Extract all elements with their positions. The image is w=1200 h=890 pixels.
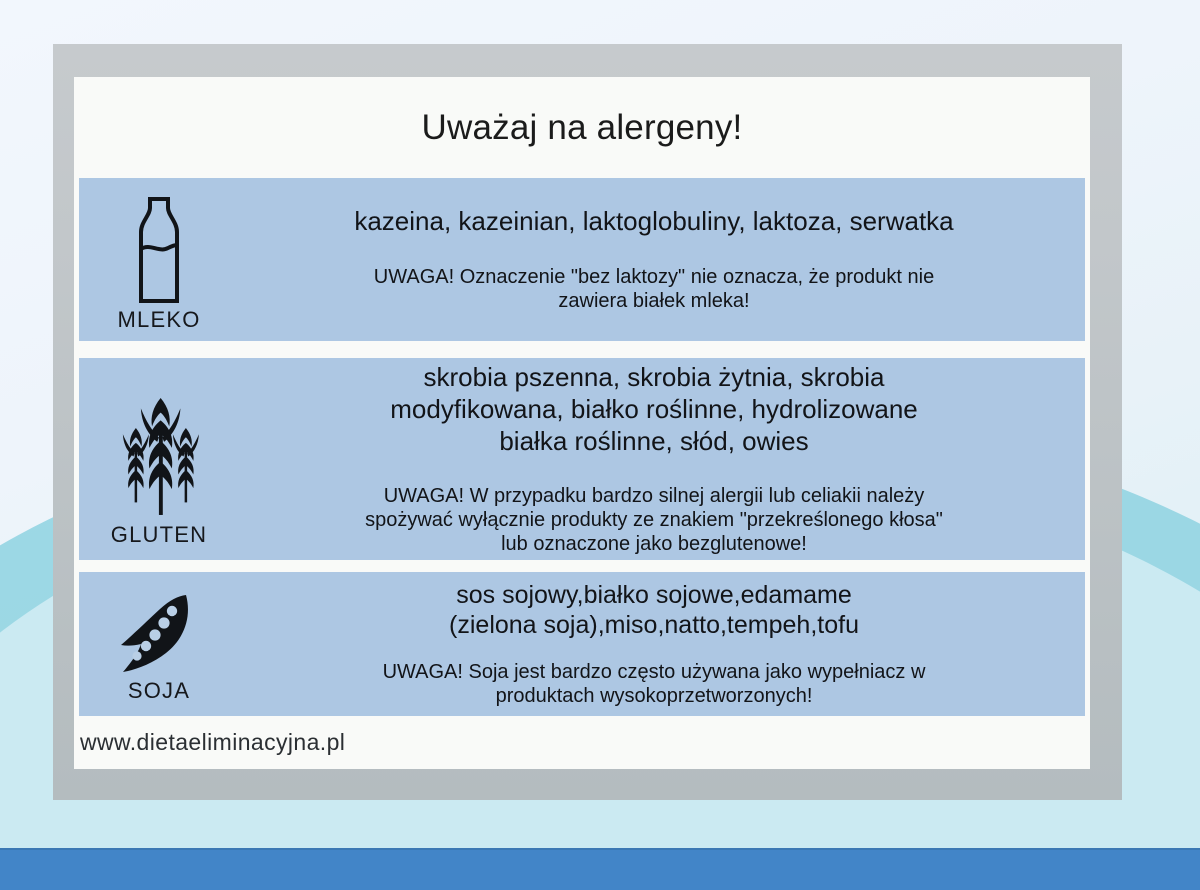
wheat-ears-icon — [107, 392, 211, 522]
bottom-accent-bar — [0, 848, 1200, 890]
allergen-note-gluten-line2: spożywać wyłącznie produkty ze znakiem "przekreślonego kłosa" — [365, 508, 943, 531]
allergen-ingredients-milk: kazeina, kazeinian, laktoglobuliny, laktoza, serwatka — [354, 205, 954, 236]
allergen-ingredients-gluten-line1: skrobia pszenna, skrobia żytnia, skrobia — [423, 362, 885, 393]
allergen-ingredients-gluten — [390, 362, 918, 457]
allergen-text-cell-milk — [239, 178, 1085, 341]
milk-bottle-icon — [128, 195, 190, 307]
allergen-note-gluten — [365, 484, 943, 556]
allergen-note-milk — [374, 265, 934, 313]
allergen-row-gluten — [79, 358, 1085, 560]
allergen-note-milk-line1: UWAGA! Oznaczenie "bez laktozy" nie oznacza, że produkt nie — [373, 266, 935, 289]
allergen-text-cell-gluten — [239, 358, 1085, 560]
allergen-row-milk — [79, 178, 1085, 341]
allergen-icon-cell-milk — [79, 178, 239, 341]
website-url[interactable]: www.dietaeliminacyjna.pl — [80, 729, 346, 755]
poster-card — [74, 77, 1090, 769]
allergen-note-soy-line2: produktach wysokoprzetworzonych! — [495, 685, 813, 707]
allergen-note-gluten-line3: lub oznaczone jako bezglutenowe! — [501, 532, 807, 555]
allergen-ingredients-gluten-line2: modyfikowana, białko roślinne, hydrolizowane — [390, 394, 918, 425]
allergen-note-soy-line1: UWAGA! Soja jest bardzo często używana jako wypełniacz w — [382, 661, 926, 683]
allergen-label-soy: SOJA — [127, 678, 191, 703]
allergen-row-soy — [79, 572, 1085, 716]
allergen-ingredients-gluten-line3: białka roślinne, słód, owies — [499, 425, 809, 456]
allergen-ingredients-soy-line1: sos sojowy,białko sojowe,edamame — [456, 581, 852, 609]
allergen-ingredients-soy-line2: (zielona soja),miso,natto,tempeh,tofu — [449, 611, 859, 639]
allergen-icon-cell-soy — [79, 572, 239, 716]
allergen-ingredients-soy — [449, 580, 859, 640]
allergen-note-milk-line2: zawiera białek mleka! — [558, 290, 750, 313]
allergen-text-cell-soy — [239, 572, 1085, 716]
allergen-label-gluten: GLUTEN — [110, 522, 208, 547]
allergen-note-soy — [383, 660, 926, 708]
allergen-label-milk: MLEKO — [117, 307, 201, 332]
page-title: Uważaj na alergeny! — [421, 107, 743, 147]
allergen-note-gluten-line1: UWAGA! W przypadku bardzo silnej alergii lub celiakii należy — [383, 484, 925, 507]
allergen-icon-cell-gluten — [79, 358, 239, 560]
card-footer — [74, 716, 1090, 769]
pea-pod-icon — [120, 592, 198, 678]
